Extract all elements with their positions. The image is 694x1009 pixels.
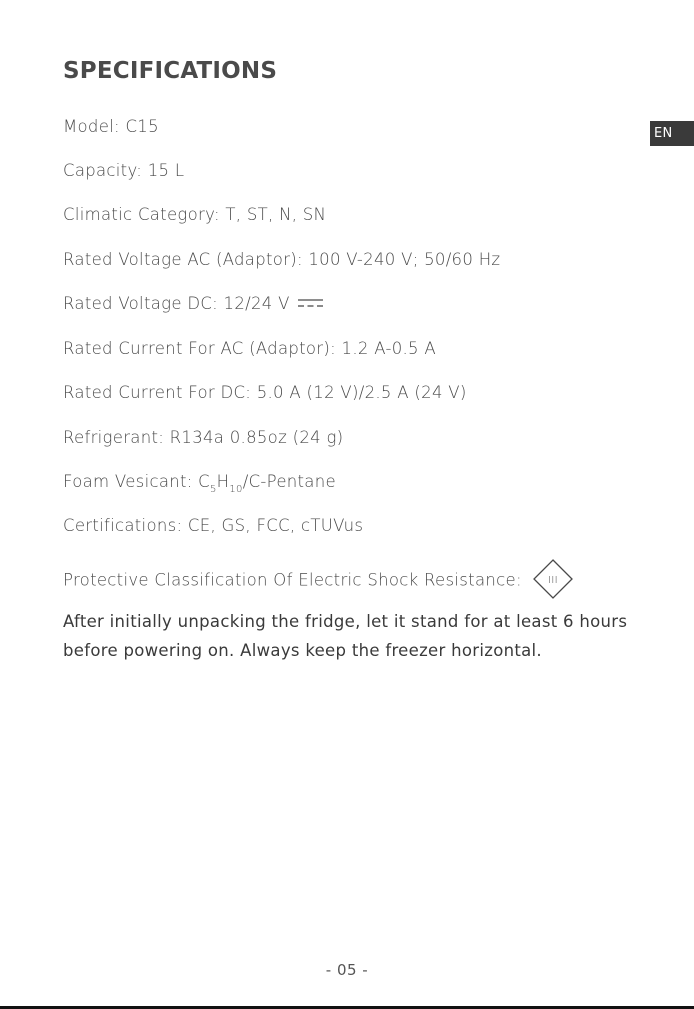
class-iii-diamond-icon [533,559,573,599]
foam-subscript-carbon: 5 [210,484,217,495]
foam-hydrogen: H [216,472,230,491]
page-number: - 05 - [325,961,369,979]
spec-foam-vesicant [63,472,336,495]
spec-rated-current-ac: Rated Current For AC (Adaptor): 1.2 A-0.5 A [63,339,436,358]
foam-suffix: /C-Pentane [242,472,336,491]
language-tab: EN [650,121,694,146]
class-iii-label: III [548,575,559,586]
spec-climatic-category: Climatic Category: T, ST, N, SN [63,205,327,224]
unpacking-note: After initially unpacking the fridge, let it stand for at least 6 hours before powering on. Always keep the freezer horizontal. [63,612,628,660]
spec-rated-voltage-dc-text: Rated Voltage DC: 12/24 V [63,294,290,313]
dc-current-icon [298,298,323,308]
spec-protective-classification [63,561,573,601]
spec-capacity: Capacity: 15 L [63,161,185,180]
spec-rated-voltage-ac: Rated Voltage AC (Adaptor): 100 V-240 V; 50/60 Hz [63,250,501,269]
foam-subscript-hydrogen: 10 [229,484,243,495]
spec-model: Model: C15 [63,117,159,136]
spec-refrigerant: Refrigerant: R134a 0.85oz (24 g) [63,428,344,447]
spec-rated-current-dc: Rated Current For DC: 5.0 A (12 V)/2.5 A (24 V) [63,383,467,402]
spec-rated-voltage-dc [63,294,323,313]
spec-protective-text: Protective Classification Of Electric Shock Resistance: [63,570,522,590]
foam-prefix: Foam Vesicant: C [63,472,210,491]
page-title: SPECIFICATIONS [63,58,278,84]
spec-certifications: Certifications: CE, GS, FCC, cTUVus [63,516,364,535]
